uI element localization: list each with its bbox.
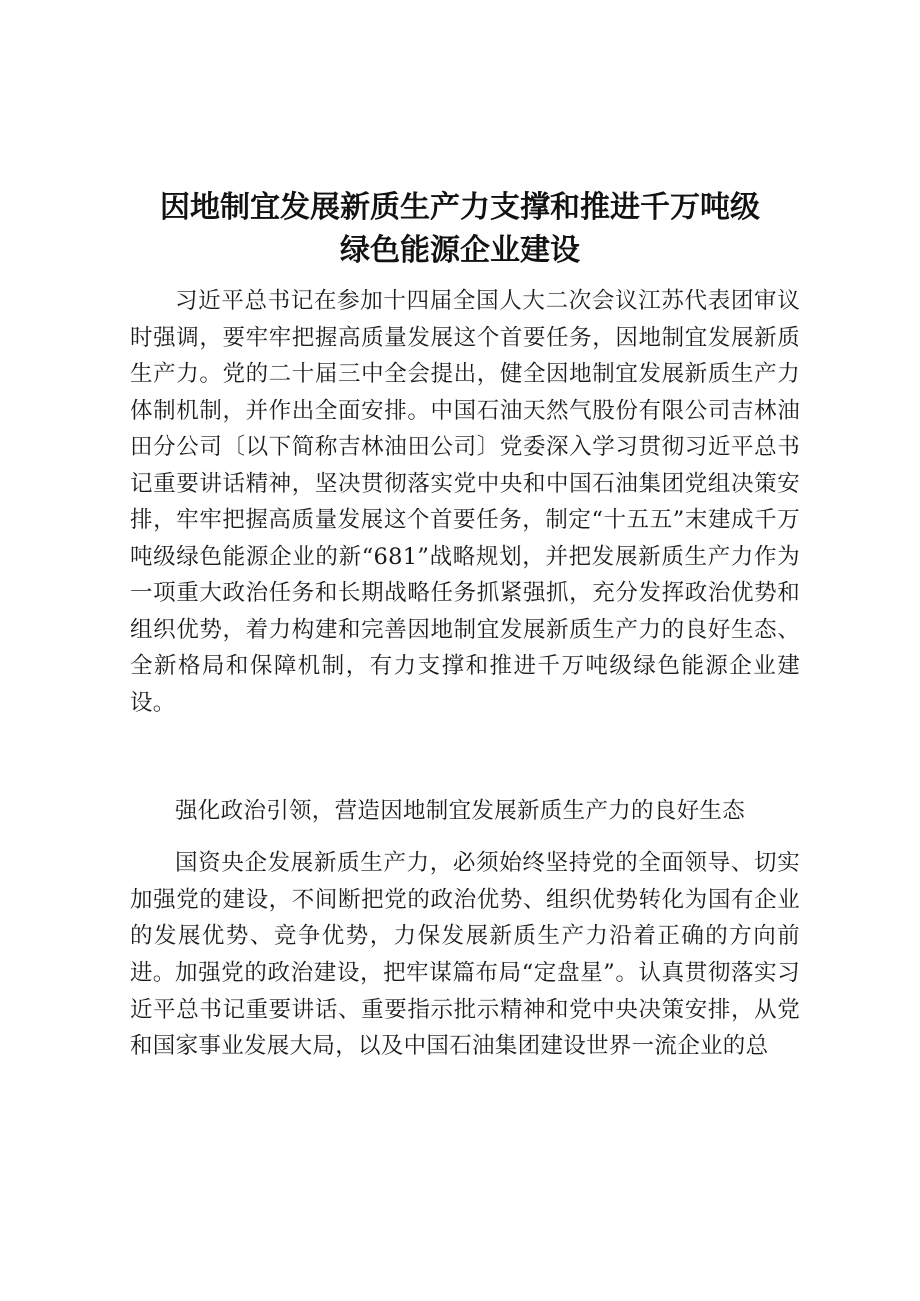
section-heading: 强化政治引领，营造因地制宜发展新质生产力的良好生态 bbox=[175, 798, 746, 824]
paragraph-intro: 习近平总书记在参加十四届全国人大二次会议江苏代表团审议时强调，要牢牢把握高质量发展这个首要任务，因地制宜发展新质生产力。党的二十届三中全会提出，健全因地制宜发展新质生产力体制机制，并作出全面安排。中国石油天然气股份有限公司吉林油田分公司〔以下简称吉林油田公司〕党委深入学习贯彻习近平总书记重要讲话精神，坚决贯彻落实党中央和中国石油集团党组决策安排，牢牢把握高质量发展这个首要任务，制定“十五五”末建成千万吨级绿色能源企业的新“681”战略规划，并把发展新质生产力作为一项重大政治任务和长期战略任务抓紧强抓，充分发挥政治优势和组织优势，着力构建和完善因地制宜发展新质生产力的良好生态、全新格局和保障机制，有力支撑和推进千万吨级绿色能源企业建设。 bbox=[130, 288, 800, 716]
document-title bbox=[120, 186, 800, 272]
paragraph-party-leadership: 国资央企发展新质生产力，必须始终坚持党的全面领导、切实加强党的建设，不间断把党的政治优势、组织优势转化为国有企业的发展优势、竞争优势，力保发展新质生产力沿着正确的方向前进。 bbox=[130, 850, 800, 986]
paragraph-political-building: 加强党的政治建设，把牢谋篇布局“定盘星”。认真贯彻落实习近平总书记重要讲话、重要指示批示精神和党中央决策安排，从党和国家事业发展大局，以及中国石油集团建设世界一流企业的总 bbox=[130, 960, 800, 1059]
title-line-2: 绿色能源企业建设 bbox=[340, 233, 580, 268]
title-line-1: 因地制宜发展新质生产力支撑和推进千万吨级 bbox=[160, 190, 760, 225]
